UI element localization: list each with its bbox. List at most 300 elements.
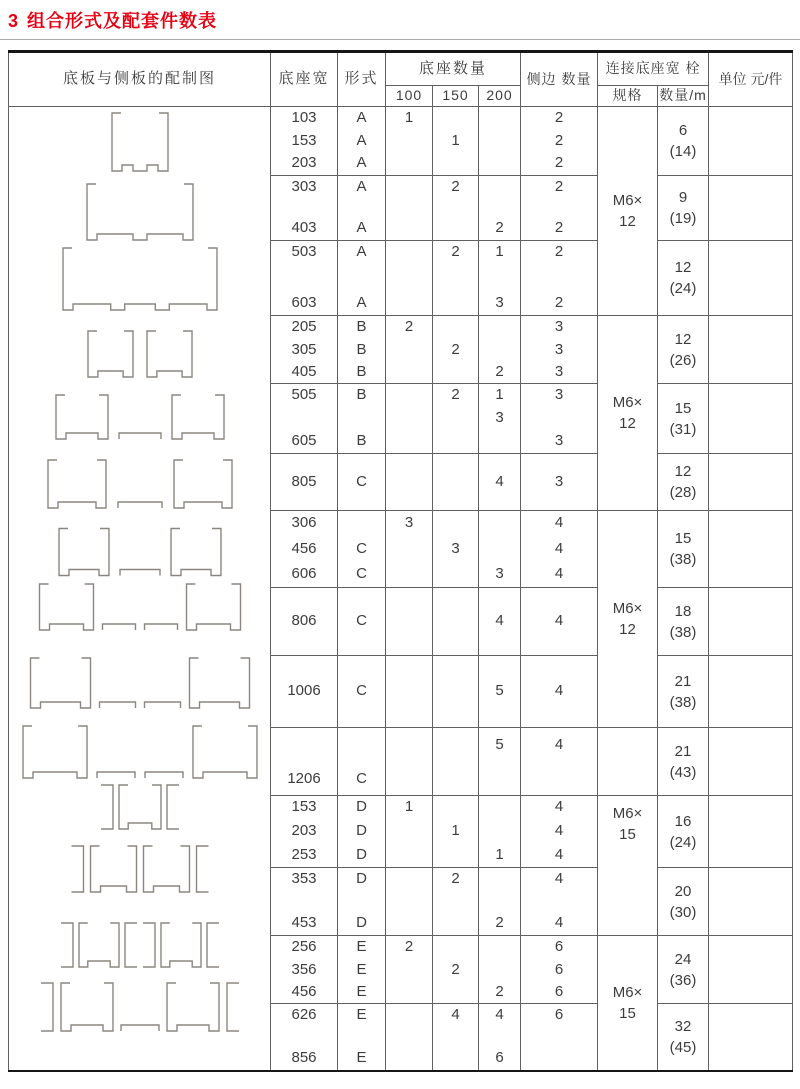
cell-base-width: 203: [271, 153, 338, 176]
cell-bolt-qty: [658, 241, 709, 316]
cell-base-width: [271, 407, 338, 431]
cell-qty-150: 2: [433, 959, 479, 982]
cell-qty-100: [386, 384, 433, 407]
cell-base-width: 353: [271, 868, 338, 891]
cell-side-qty: 3: [521, 384, 598, 407]
cell-bolt-qty: [658, 511, 709, 588]
cell-qty-100: [386, 868, 433, 891]
cell-side-qty: [521, 891, 598, 913]
cell-qty-150: [433, 728, 479, 764]
cell-unit-price: [709, 1004, 793, 1071]
cell-base-width: [271, 728, 338, 764]
bolt-spec-text: 15: [619, 826, 636, 843]
cell-side-qty: 2: [521, 130, 598, 153]
bolt-qty-text: 16: [674, 812, 692, 830]
col-header-base-qty: 底座数量: [386, 52, 521, 86]
cell-form: E: [338, 982, 386, 1004]
cell-base-width: 253: [271, 844, 338, 868]
cell-base-width: 405: [271, 362, 338, 384]
cell-qty-150: [433, 936, 479, 959]
cell-qty-150: [433, 218, 479, 241]
cell-qty-200: [479, 820, 521, 844]
cell-side-qty: 4: [521, 868, 598, 891]
cell-qty-100: [386, 1048, 433, 1071]
cell-bolt-qty: [658, 796, 709, 868]
cell-form: B: [338, 431, 386, 454]
cell-unit-price: [709, 656, 793, 728]
cell-base-width: 256: [271, 936, 338, 959]
cell-form: A: [338, 107, 386, 130]
cell-bolt-qty: [658, 454, 709, 511]
bolt-spec-text: M6×: [612, 600, 643, 617]
cell-qty-100: 3: [386, 511, 433, 537]
cell-qty-200: 3: [479, 407, 521, 431]
profile-diagram: [88, 331, 192, 377]
cell-side-qty: 3: [521, 316, 598, 339]
col-header-100: 100: [386, 86, 433, 107]
col-header-150: 150: [433, 86, 479, 107]
cell-base-width: 153: [271, 130, 338, 153]
cell-qty-100: [386, 241, 433, 264]
cell-form: D: [338, 844, 386, 868]
cell-qty-200: 4: [479, 588, 521, 656]
col-header-base-width: 底座宽: [271, 52, 338, 107]
cell-unit-price: [709, 454, 793, 511]
cell-qty-150: [433, 982, 479, 1004]
cell-side-qty: 4: [521, 820, 598, 844]
bolt-qty-text: (31): [669, 420, 697, 438]
cell-qty-100: [386, 563, 433, 588]
cell-qty-200: 2: [479, 218, 521, 241]
cell-side-qty: 6: [521, 982, 598, 1004]
profile-diagram: [59, 529, 221, 576]
cell-unit-price: [709, 796, 793, 868]
col-header-qty-per-m: 数量/m: [658, 86, 709, 107]
cell-qty-150: [433, 656, 479, 728]
cell-qty-200: [479, 959, 521, 982]
cell-qty-150: [433, 107, 479, 130]
cell-qty-100: [386, 1027, 433, 1048]
cell-form: E: [338, 936, 386, 959]
cell-qty-150: 3: [433, 537, 479, 563]
cell-form: [338, 199, 386, 218]
cell-form: E: [338, 1048, 386, 1071]
cell-base-width: 153: [271, 796, 338, 820]
cell-unit-price: [709, 316, 793, 384]
section-title: 组合形式及配套件数表: [27, 11, 218, 31]
cell-unit-price: [709, 511, 793, 588]
cell-qty-200: [479, 316, 521, 339]
cell-qty-150: [433, 362, 479, 384]
cell-base-width: 356: [271, 959, 338, 982]
cell-side-qty: 3: [521, 362, 598, 384]
cell-qty-200: 6: [479, 1048, 521, 1071]
cell-qty-100: [386, 913, 433, 936]
bolt-qty-text: (30): [669, 903, 697, 921]
cell-form: A: [338, 153, 386, 176]
cell-side-qty: 4: [521, 588, 598, 656]
cell-qty-200: 4: [479, 454, 521, 511]
cell-qty-100: [386, 431, 433, 454]
bolt-qty-text: (38): [669, 623, 697, 641]
col-header-form: 形式: [338, 52, 386, 107]
profile-diagram: [61, 923, 219, 967]
cell-form: B: [338, 339, 386, 362]
cell-qty-150: [433, 891, 479, 913]
bolt-qty-text: 15: [674, 399, 692, 417]
cell-bolt-spec: [598, 511, 658, 728]
bolt-qty-text: (24): [669, 833, 697, 851]
cell-form: [338, 264, 386, 293]
bolt-qty-text: (45): [669, 1038, 697, 1056]
cell-side-qty: [521, 264, 598, 293]
cell-unit-price: [709, 384, 793, 454]
cell-side-qty: 2: [521, 153, 598, 176]
cell-bolt-qty: [658, 316, 709, 384]
cell-bolt-spec: [598, 316, 658, 511]
diagram-cell: [9, 107, 271, 1071]
cell-form: D: [338, 868, 386, 891]
cell-form: A: [338, 176, 386, 199]
cell-qty-150: 4: [433, 1004, 479, 1027]
cell-qty-150: 2: [433, 868, 479, 891]
cell-qty-150: [433, 764, 479, 796]
cell-side-qty: 2: [521, 107, 598, 130]
cell-qty-100: [386, 199, 433, 218]
cell-form: A: [338, 130, 386, 153]
cell-qty-100: [386, 844, 433, 868]
cell-bolt-spec: [598, 728, 658, 796]
bolt-spec-text: 12: [619, 213, 636, 230]
cell-qty-200: [479, 796, 521, 820]
bolt-qty-text: 6: [678, 122, 688, 139]
bolt-qty-text: (24): [669, 280, 697, 297]
cell-form: B: [338, 384, 386, 407]
cell-qty-100: [386, 153, 433, 176]
cell-unit-price: [709, 728, 793, 796]
profile-diagram: [31, 658, 250, 708]
cell-base-width: [271, 891, 338, 913]
cell-qty-100: [386, 339, 433, 362]
cell-form: C: [338, 537, 386, 563]
cell-form: [338, 1027, 386, 1048]
cell-qty-100: [386, 959, 433, 982]
bolt-qty-text: 18: [674, 602, 692, 620]
cell-base-width: [271, 199, 338, 218]
cell-side-qty: 6: [521, 959, 598, 982]
cell-bolt-qty: [658, 868, 709, 936]
cell-side-qty: 2: [521, 241, 598, 264]
cell-side-qty: 3: [521, 454, 598, 511]
cell-base-width: 453: [271, 913, 338, 936]
cell-form: D: [338, 913, 386, 936]
bolt-qty-text: 21: [674, 672, 692, 690]
header-row-1: [9, 52, 793, 86]
cell-form: [338, 728, 386, 764]
cell-base-width: 503: [271, 241, 338, 264]
cell-side-qty: 6: [521, 1004, 598, 1027]
cell-qty-100: [386, 588, 433, 656]
cell-qty-100: [386, 982, 433, 1004]
cell-qty-200: 1: [479, 844, 521, 868]
cell-side-qty: 4: [521, 796, 598, 820]
cell-bolt-qty: [658, 656, 709, 728]
cell-form: [338, 511, 386, 537]
cell-form: A: [338, 241, 386, 264]
profile-diagram: [72, 846, 209, 892]
bolt-spec-text: 12: [619, 621, 636, 638]
cell-side-qty: [521, 1027, 598, 1048]
cell-qty-150: [433, 199, 479, 218]
cell-qty-100: [386, 407, 433, 431]
cell-side-qty: 6: [521, 936, 598, 959]
cell-form: C: [338, 588, 386, 656]
cell-qty-100: 2: [386, 316, 433, 339]
cell-bolt-qty: [658, 107, 709, 176]
cell-qty-150: [433, 913, 479, 936]
cell-base-width: 403: [271, 218, 338, 241]
cell-side-qty: 3: [521, 339, 598, 362]
cell-qty-150: [433, 431, 479, 454]
cell-qty-200: [479, 511, 521, 537]
profile-diagram: [56, 395, 224, 439]
cell-bolt-spec: [598, 936, 658, 1071]
col-header-unit: 单位 元/件: [709, 52, 793, 107]
cell-side-qty: 4: [521, 913, 598, 936]
cell-qty-150: 1: [433, 130, 479, 153]
cell-side-qty: 4: [521, 511, 598, 537]
cell-side-qty: 4: [521, 656, 598, 728]
cell-base-width: 303: [271, 176, 338, 199]
cell-qty-200: [479, 153, 521, 176]
cell-unit-price: [709, 936, 793, 1004]
cell-qty-150: [433, 1048, 479, 1071]
cell-side-qty: [521, 1048, 598, 1071]
cell-qty-150: [433, 563, 479, 588]
profile-diagram: [41, 983, 239, 1031]
cell-qty-100: [386, 728, 433, 764]
bolt-spec-text: M6×: [612, 805, 643, 822]
bolt-spec-text: M6×: [612, 983, 643, 1001]
cell-base-width: 626: [271, 1004, 338, 1027]
cell-qty-100: [386, 656, 433, 728]
cell-qty-100: 2: [386, 936, 433, 959]
cell-side-qty: 4: [521, 537, 598, 563]
cell-qty-100: [386, 176, 433, 199]
cell-form: B: [338, 362, 386, 384]
cell-base-width: 1006: [271, 656, 338, 728]
cell-unit-price: [709, 868, 793, 936]
cell-form: C: [338, 764, 386, 796]
bolt-qty-text: 24: [674, 950, 692, 968]
cell-qty-150: [433, 588, 479, 656]
col-header-diagram: 底板与侧板的配制图: [9, 52, 271, 107]
profile-diagram: [87, 184, 193, 240]
cell-qty-100: 1: [386, 107, 433, 130]
cell-qty-100: [386, 891, 433, 913]
profile-diagram: [40, 584, 241, 630]
cell-base-width: 305: [271, 339, 338, 362]
cell-qty-200: [479, 176, 521, 199]
cell-qty-200: 1: [479, 384, 521, 407]
bolt-qty-text: (19): [669, 210, 697, 227]
cell-qty-100: [386, 454, 433, 511]
cell-qty-150: [433, 316, 479, 339]
cell-qty-150: [433, 293, 479, 316]
cell-side-qty: 2: [521, 176, 598, 199]
cell-bolt-qty: [658, 176, 709, 241]
profile-diagram: [101, 785, 179, 829]
cell-form: [338, 407, 386, 431]
cell-qty-150: [433, 1027, 479, 1048]
cell-qty-200: [479, 431, 521, 454]
bolt-spec-text: 15: [619, 1004, 636, 1022]
cell-bolt-qty: [658, 588, 709, 656]
cell-base-width: 805: [271, 454, 338, 511]
cell-qty-100: [386, 764, 433, 796]
cell-qty-150: [433, 844, 479, 868]
cell-unit-price: [709, 176, 793, 241]
col-header-bolt: 连接底座宽 栓: [598, 52, 709, 86]
cell-form: C: [338, 454, 386, 511]
cell-qty-100: [386, 293, 433, 316]
cell-base-width: 606: [271, 563, 338, 588]
cell-bolt-spec: [598, 796, 658, 936]
cell-qty-200: [479, 764, 521, 796]
cell-qty-200: [479, 868, 521, 891]
bolt-qty-text: (26): [669, 351, 697, 369]
bolt-qty-text: 21: [674, 742, 692, 760]
profile-diagram: [112, 113, 168, 171]
cell-qty-200: [479, 130, 521, 153]
cell-qty-150: 2: [433, 384, 479, 407]
table-row: [9, 107, 793, 130]
cell-qty-200: 2: [479, 913, 521, 936]
cell-form: D: [338, 820, 386, 844]
cell-qty-100: 1: [386, 796, 433, 820]
cell-base-width: [271, 1027, 338, 1048]
profile-diagram: [63, 248, 217, 310]
cell-qty-200: 4: [479, 1004, 521, 1027]
cell-form: [338, 891, 386, 913]
cell-qty-100: [386, 362, 433, 384]
cell-side-qty: 4: [521, 728, 598, 764]
cell-side-qty: 4: [521, 844, 598, 868]
cell-qty-150: 2: [433, 339, 479, 362]
cell-qty-200: 5: [479, 656, 521, 728]
bolt-qty-text: 9: [678, 189, 688, 206]
cell-bolt-spec: [598, 107, 658, 316]
cell-qty-100: [386, 1004, 433, 1027]
cell-base-width: 505: [271, 384, 338, 407]
cell-qty-150: [433, 796, 479, 820]
bolt-spec-text: M6×: [612, 394, 643, 411]
bolt-qty-text: 12: [674, 330, 692, 348]
cell-qty-150: 2: [433, 176, 479, 199]
cell-qty-100: [386, 537, 433, 563]
bolt-qty-text: (36): [669, 971, 697, 989]
cell-form: E: [338, 959, 386, 982]
cell-base-width: 456: [271, 537, 338, 563]
cell-base-width: 306: [271, 511, 338, 537]
cell-base-width: 603: [271, 293, 338, 316]
cell-bolt-qty: [658, 728, 709, 796]
bolt-qty-text: 20: [674, 882, 692, 900]
cell-qty-200: 2: [479, 982, 521, 1004]
bolt-qty-text: 12: [674, 259, 692, 276]
cell-qty-200: [479, 107, 521, 130]
bolt-qty-text: 32: [674, 1017, 692, 1035]
cell-qty-200: [479, 199, 521, 218]
cell-qty-100: [386, 218, 433, 241]
cell-qty-150: [433, 264, 479, 293]
cell-qty-200: 2: [479, 362, 521, 384]
cell-side-qty: [521, 199, 598, 218]
bolt-qty-text: 15: [674, 530, 692, 547]
cell-base-width: [271, 264, 338, 293]
cell-side-qty: [521, 407, 598, 431]
cell-qty-200: [479, 339, 521, 362]
cell-qty-200: [479, 264, 521, 293]
cell-qty-150: 2: [433, 241, 479, 264]
cell-qty-200: [479, 1027, 521, 1048]
cell-side-qty: 4: [521, 563, 598, 588]
cell-qty-200: [479, 891, 521, 913]
section-number: 3: [8, 11, 19, 31]
cell-qty-150: [433, 454, 479, 511]
profile-diagrams: [10, 107, 270, 1071]
cell-qty-200: [479, 537, 521, 563]
cell-qty-200: 5: [479, 728, 521, 764]
bolt-qty-text: (38): [669, 693, 697, 711]
cell-base-width: 806: [271, 588, 338, 656]
title-divider: [0, 39, 800, 40]
bolt-spec-text: 12: [619, 415, 636, 432]
cell-qty-150: 1: [433, 820, 479, 844]
cell-qty-100: [386, 264, 433, 293]
bolt-qty-text: (38): [669, 551, 697, 568]
cell-base-width: 856: [271, 1048, 338, 1071]
cell-side-qty: 2: [521, 218, 598, 241]
cell-qty-200: 1: [479, 241, 521, 264]
bolt-qty-text: 12: [674, 463, 692, 480]
cell-qty-150: [433, 153, 479, 176]
cell-bolt-qty: [658, 936, 709, 1004]
bolt-qty-text: (28): [669, 484, 697, 501]
cell-qty-200: 3: [479, 293, 521, 316]
col-header-200: 200: [479, 86, 521, 107]
cell-base-width: 203: [271, 820, 338, 844]
bolt-spec-text: M6×: [612, 192, 643, 209]
cell-base-width: 456: [271, 982, 338, 1004]
cell-bolt-qty: [658, 1004, 709, 1071]
cell-side-qty: 3: [521, 431, 598, 454]
profile-diagram: [48, 460, 232, 508]
cell-form: E: [338, 1004, 386, 1027]
cell-qty-100: [386, 130, 433, 153]
bolt-qty-text: (43): [669, 763, 697, 781]
cell-form: C: [338, 656, 386, 728]
profile-diagram: [23, 726, 257, 778]
cell-form: D: [338, 796, 386, 820]
cell-qty-150: [433, 511, 479, 537]
cell-form: B: [338, 316, 386, 339]
cell-qty-150: [433, 407, 479, 431]
combination-table: [8, 50, 793, 1072]
col-header-side-qty: 侧边 数量: [521, 52, 598, 107]
cell-base-width: 103: [271, 107, 338, 130]
page-title: [0, 0, 800, 33]
